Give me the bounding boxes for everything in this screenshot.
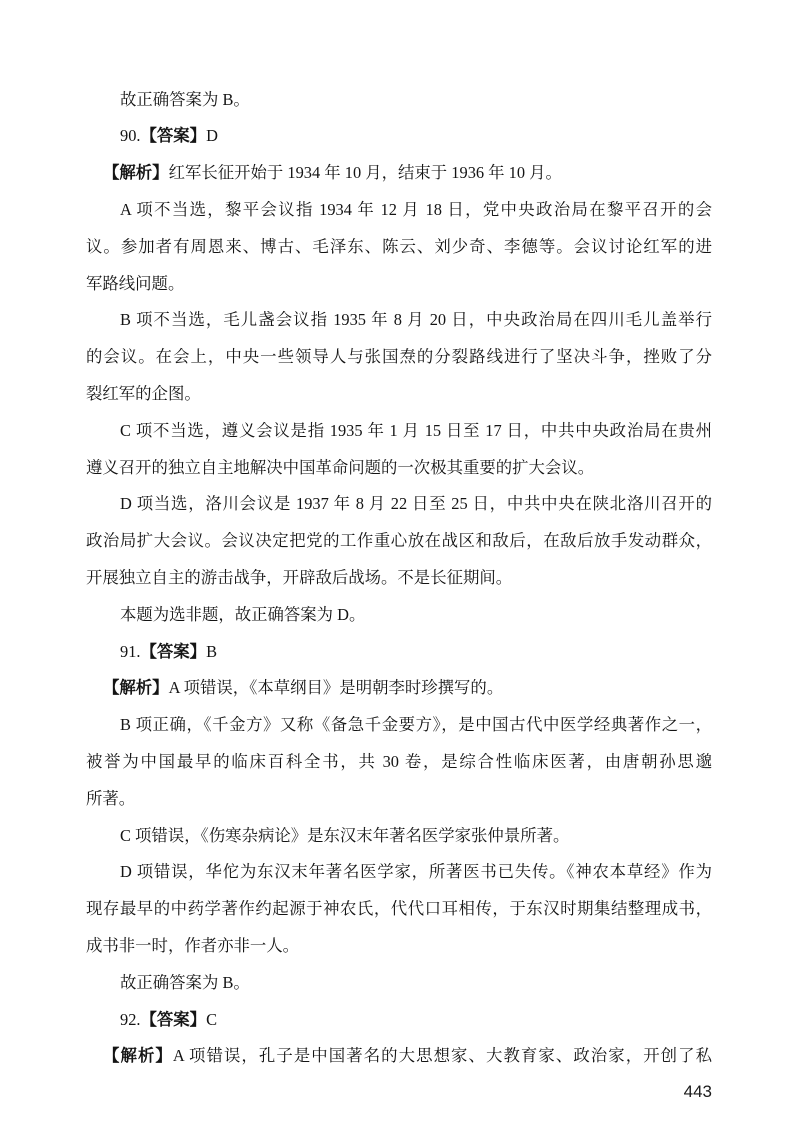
answer-label: 【答案】 (140, 126, 207, 146)
option-d-line: D 项当选，洛川会议是 1937 年 8 月 22 日至 25 日，中共中央在陕北洛川召开的 (120, 494, 712, 514)
analysis-intro: 红军长征开始于 1934 年 10 月，结束于 1936 年 10 月。 (168, 163, 562, 183)
question-number: 90. (120, 126, 141, 146)
option-a-line: 军路线问题。 (86, 273, 185, 293)
option-a-line: 议。参加者有周恩来、博古、毛泽东、陈云、刘少奇、李德等。会议讨论红军的进 (86, 236, 712, 256)
question-number: 91. (120, 641, 141, 661)
conclusion-line-90: 本题为选非题，故正确答案为 D。 (120, 604, 366, 624)
option-d-line: 政治局扩大会议。会议决定把党的工作重心放在战区和敌后，在敌后放手发动群众， (86, 531, 712, 551)
analysis-line-92 (86, 1038, 712, 1075)
option-b-line: 所著。 (86, 788, 136, 808)
conclusion-line-91: 故正确答案为 B。 (120, 972, 250, 992)
option-c-line: 遵义召开的独立自主地解决中国革命问题的一次极其重要的扩大会议。 (86, 457, 595, 477)
page-body (86, 82, 712, 1076)
answer-label: 【答案】 (140, 1009, 207, 1029)
option-a-line: A 项不当选，黎平会议指 1934 年 12 月 18 日，党中央政治局在黎平召开的会 (120, 199, 712, 219)
option-c-line: C 项错误，《伤寒杂病论》是东汉末年著名医学家张仲景所著。 (120, 825, 570, 845)
analysis-label: 【解析】 (103, 163, 169, 183)
page-number: 443 (683, 1082, 712, 1101)
option-d-line: 成书非一时，作者亦非一人。 (86, 935, 300, 955)
option-d-line: 开展独立自主的游击战争，开辟敌后战场。不是长征期间。 (86, 567, 513, 587)
option-d-line: D 项错误，华佗为东汉末年著名医学家，所著医书已失传。《神农本草经》作为 (120, 862, 712, 882)
option-b-line: 被誉为中国最早的临床百科全书，共 30 卷，是综合性临床医著，由唐朝孙思邈 (86, 751, 712, 771)
option-b-line: 裂红军的企图。 (86, 383, 201, 403)
analysis-line-91 (86, 670, 712, 707)
answer-heading-92 (86, 1002, 712, 1039)
answer-heading-90 (86, 118, 712, 155)
answer-value: C (206, 1009, 217, 1029)
option-b-line: 的会议。在会上，中央一些领导人与张国焘的分裂路线进行了坚决斗争，挫败了分 (86, 347, 712, 367)
analysis-line-90 (86, 155, 712, 192)
answer-value: B (206, 641, 217, 661)
option-c-line: C 项不当选，遵义会议是指 1935 年 1 月 15 日至 17 日，中共中央政治局在贵州 (120, 420, 712, 440)
analysis-label: 【解析】 (103, 678, 169, 698)
answer-label: 【答案】 (140, 641, 207, 661)
option-d-line: 现存最早的中药学著作约起源于神农氏，代代口耳相传，于东汉时期集结整理成书， (86, 899, 712, 919)
answer-value: D (206, 126, 218, 146)
conclusion-line: 故正确答案为 B。 (120, 89, 250, 109)
answer-heading-91 (86, 634, 712, 671)
question-number: 92. (120, 1009, 141, 1029)
option-b-line: B 项正确，《千金方》又称《备急千金要方》，是中国古代中医学经典著作之一， (120, 715, 712, 735)
option-b-line: B 项不当选，毛儿盏会议指 1935 年 8 月 20 日，中央政治局在四川毛儿盖举行 (120, 310, 712, 330)
analysis-intro: A 项错误，《本草纲目》是明朝李时珍撰写的。 (168, 678, 504, 698)
analysis-intro: A 项错误，孔子是中国著名的大思想家、大教育家、政治家，开创了私 (172, 1046, 713, 1066)
analysis-label: 【解析】 (103, 1046, 173, 1066)
